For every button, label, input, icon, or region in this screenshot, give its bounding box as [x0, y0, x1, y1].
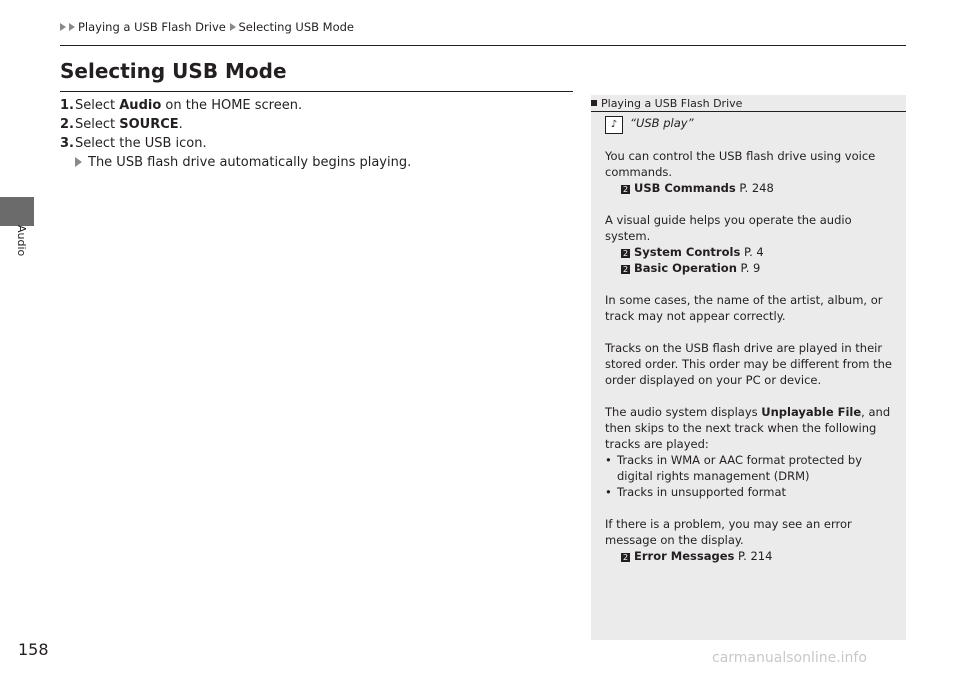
title-rule — [60, 91, 573, 92]
bullet-item — [605, 452, 897, 484]
step-item — [60, 115, 411, 134]
note-paragraph: In some cases, the name of the artist, album, or track may not appear correctly. — [605, 293, 883, 323]
voice-command-icon: ♪ — [605, 116, 623, 134]
reference-label[interactable]: Basic Operation — [634, 261, 737, 275]
note-paragraph: A visual guide helps you operate the audio system. — [605, 213, 852, 243]
note-text: , and then skips to the next track when the following tracks are played: — [605, 405, 891, 451]
step-bold: Audio — [119, 98, 162, 113]
sidebar-rule — [591, 111, 906, 112]
reference-page: P. 214 — [734, 549, 773, 563]
breadcrumb — [60, 20, 354, 34]
reference-label[interactable]: USB Commands — [634, 181, 736, 195]
note-paragraph: Tracks on the USB flash drive are played in their stored order. This order may be different from the order displayed on your PC or device. — [605, 341, 892, 387]
voice-command-text: “USB play” — [630, 116, 694, 130]
cross-reference[interactable] — [605, 548, 897, 564]
bullet-text: Tracks in unsupported format — [617, 485, 787, 499]
step-text: Select — [75, 117, 120, 132]
step-list — [60, 96, 411, 172]
bullet-icon: • — [605, 485, 612, 499]
breadcrumb-arrow-icon — [60, 23, 66, 31]
reference-arrow-icon: 2 — [622, 185, 629, 194]
reference-page: P. 248 — [735, 181, 774, 195]
bullet-item — [605, 484, 897, 500]
breadcrumb-item[interactable]: Playing a USB Flash Drive — [78, 20, 226, 34]
reference-page: P. 4 — [740, 245, 764, 259]
breadcrumb-item[interactable]: Selecting USB Mode — [238, 20, 355, 34]
section-tab-label: Audio — [15, 225, 28, 257]
step-text: Select — [75, 98, 120, 113]
step-result-text: The USB flash drive automatically begins playing. — [88, 155, 412, 170]
step-number: 2. — [60, 117, 74, 132]
result-arrow-icon — [75, 157, 82, 167]
note-paragraph — [605, 404, 897, 452]
step-text: Select the USB icon. — [75, 136, 207, 151]
bullet-text: Tracks in WMA or AAC format protected by digital rights management (DRM) — [617, 453, 863, 483]
step-result — [60, 153, 411, 172]
step-item — [60, 134, 411, 153]
breadcrumb-arrow-icon — [230, 23, 236, 31]
page-title: Selecting USB Mode — [60, 59, 287, 83]
note-paragraph: You can control the USB flash drive using voice commands. — [605, 149, 876, 179]
header-rule — [60, 45, 906, 46]
step-text: . — [178, 117, 183, 132]
cross-reference[interactable] — [605, 180, 897, 196]
note-text: The audio system displays — [605, 405, 762, 419]
watermark: carmanualsonline.info — [712, 650, 867, 666]
step-number: 1. — [60, 98, 74, 113]
reference-label[interactable]: System Controls — [634, 245, 741, 259]
page-number: 158 — [18, 640, 49, 659]
sidebar-heading-text: Playing a USB Flash Drive — [601, 97, 743, 110]
reference-arrow-icon: 2 — [622, 249, 629, 258]
step-item — [60, 96, 411, 115]
reference-label[interactable]: Error Messages — [634, 549, 735, 563]
sidebar-heading — [591, 96, 742, 111]
step-bold: SOURCE — [119, 117, 179, 132]
reference-arrow-icon: 2 — [622, 553, 629, 562]
section-tab — [0, 197, 34, 226]
cross-reference[interactable] — [605, 244, 897, 260]
step-text: on the HOME screen. — [161, 98, 303, 113]
notes-sidebar — [591, 95, 906, 640]
reference-page: P. 9 — [736, 261, 761, 275]
breadcrumb-arrow-icon — [69, 23, 75, 31]
sidebar-body — [605, 148, 897, 564]
note-marker-icon — [591, 100, 597, 106]
bullet-icon: • — [605, 453, 612, 467]
reference-arrow-icon: 2 — [622, 265, 629, 274]
note-bold: Unplayable File — [761, 405, 862, 419]
step-number: 3. — [60, 136, 74, 151]
note-paragraph: If there is a problem, you may see an error message on the display. — [605, 517, 852, 547]
cross-reference[interactable] — [605, 260, 897, 276]
